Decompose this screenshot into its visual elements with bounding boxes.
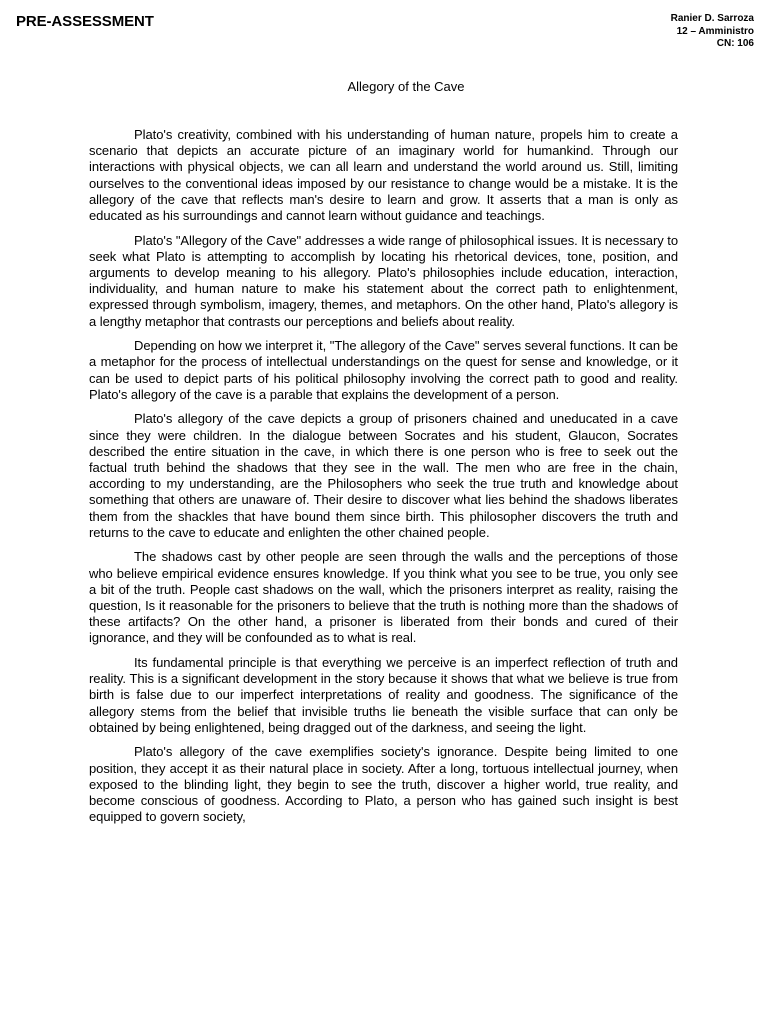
paragraph: Its fundamental principle is that everything we perceive is an imperfect reflection of truth and reality. This is a significant development in the story because it shows that what we believe is true from birth is false due to our imperfect interpretations of reality and goodness. The significance of the allegory stems from the belief that invisible truths lie beneath the visible surface that can only be obtained by being enlightened, being dragged out of the darkness, and seeing the light. [89, 655, 678, 735]
paragraph: Plato's "Allegory of the Cave" addresses a wide range of philosophical issues. It is necessary to seek what Plato is attempting to accomplish by locating his rhetorical devices, tone, position, and arguments to develop meaning to his allegory. Plato's philosophies include education, interaction, individuality, and human nature to make his statement about the correct path to enlightenment, expressed through symbolism, imagery, themes, and metaphors. On the other hand, Plato's allegory is a lengthy metaphor that contrasts our perceptions and beliefs about reality. [89, 232, 678, 329]
student-section: 12 – Amministro [676, 25, 754, 37]
document-body [89, 127, 678, 834]
student-info [671, 13, 754, 51]
paragraph: The shadows cast by other people are seen through the walls and the perceptions of those who believe empirical evidence ensures knowledge. If you think what you see to be true, you only see a bit of the truth. People cast shadows on the wall, which the prisoners interpret as reality, raising the question, Is it reasonable for the prisoners to believe that the truth is nothing more than the shadows of these artifacts? On the other hand, a prisoner is liberated from their bonds and cured of their ignorance, and they will be confounded as to what is real. [89, 549, 678, 646]
class-number: CN: 106 [716, 38, 754, 49]
paragraph: Plato's allegory of the cave depicts a group of prisoners chained and uneducated in a cave since they were children. In the dialogue between Socrates and his student, Glaucon, Socrates described the entire situation in the cave, in which there is one person who is free to seek out the factual truth behind the shadows that they see in the wall. The men who are free in the chain, according to my understanding, are the Philosophers who seek the true truth and knowledge about something that others are unaware of. Their desire to discover what lies behind the shadows liberates them from the shackles that have bound them since birth. This philosopher discovers the truth and returns to the cave to educate and enlighten the other chained people. [89, 411, 678, 540]
student-name: Ranier D. Sarroza [670, 13, 754, 24]
paragraph: Plato's creativity, combined with his understanding of human nature, propels him to create a scenario that depicts an accurate picture of an imaginary world for humankind. Through our interactions with physical objects, we can all learn and understand the world around us. Still, limiting ourselves to the conventional ideas imposed by our resistance to change would be a mistake. It is the allegory of the cave that reflects man's desire to learn and grow. It asserts that a man is only as educated as his surroundings and cannot learn without guidance and teachings. [89, 127, 678, 224]
paragraph: Depending on how we interpret it, "The allegory of the Cave" serves several functions. It can be a metaphor for the process of intellectual understandings on the quest for sense and knowledge, or it can be used to depict parts of his political philosophy involving the correct path to good and reality. Plato's allegory of the cave is a parable that explains the development of a person. [89, 338, 678, 402]
pre-assessment-label: PRE-ASSESSMENT [16, 13, 154, 30]
paragraph: Plato's allegory of the cave exemplifies society's ignorance. Despite being limited to one position, they accept it as their natural place in society. After a long, tortuous intellectual journey, when exposed to the blinding light, they begin to see the truth, discover a higher world, true reality, and become conscious of goodness. According to Plato, a person who has gained such insight is best equipped to govern society, [89, 744, 678, 825]
document-title: Allegory of the Cave [347, 79, 465, 94]
